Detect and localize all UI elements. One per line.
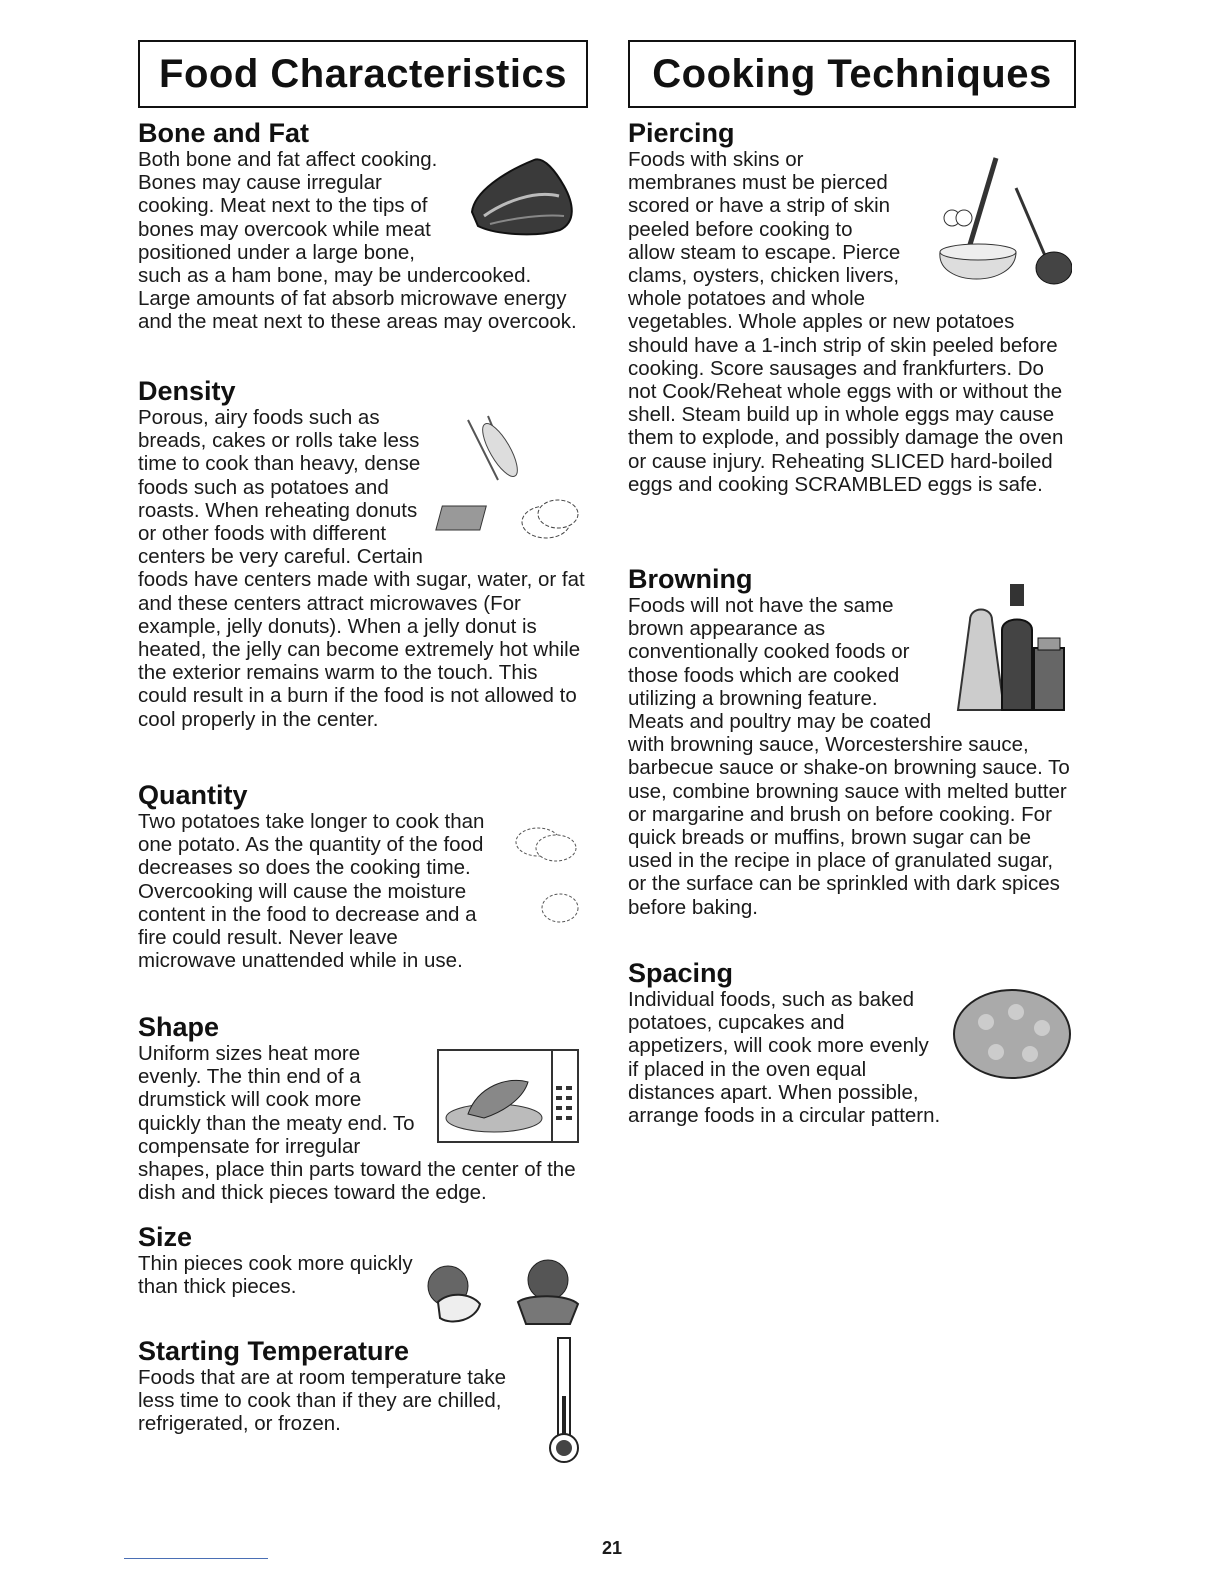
section-body: Thin pieces cook more quickly than thick pieces.	[138, 1252, 413, 1299]
food-characteristics-heading: Food Characteristics	[138, 40, 588, 108]
section-title: Size	[138, 1222, 193, 1252]
section-spacing	[628, 958, 1076, 1127]
section-bone-and-fat	[138, 118, 588, 334]
fork-and-bowl-illustration	[906, 148, 1076, 298]
sauce-bottles-illustration	[940, 580, 1076, 720]
food-pieces-illustration	[418, 1252, 588, 1332]
cooking-techniques-heading: Cooking Techniques	[628, 40, 1076, 108]
section-title: Density	[138, 376, 236, 406]
page-number: 21	[601, 1538, 623, 1558]
section-body: Foods that are at room temperature take less time to cook than if they are chilled, refrigerated, or frozen.	[138, 1366, 507, 1436]
section-body: Porous, airy foods such as breads, cakes or rolls take less time to cook than heavy, dense foods such as potatoes and roasts. When reheating donuts or other foods with different centers be very careful. Certain foods have centers made with sugar, water, or fat and these centers attract microwaves (For example, jelly donuts). When a jelly donut is heated, the jelly can become extremely hot while the exterior remains warm to the touch. This could result in a burn if the food is not allowed to cool properly in the center.	[138, 406, 585, 731]
section-density	[138, 376, 588, 731]
bread-and-donuts-illustration	[428, 410, 588, 550]
section-body: Uniform sizes heat more evenly. The thin end of a drumstick will cook more quickly than the meaty end. To compensate for irregular shapes, place thin parts toward the center of the dish and thick pieces toward the edge.	[138, 1042, 576, 1205]
steak-illustration	[464, 152, 588, 244]
section-quantity	[138, 780, 588, 972]
section-title: Bone and Fat	[138, 118, 310, 148]
footer-rule	[124, 1558, 268, 1559]
food-characteristics-column	[138, 40, 588, 1436]
section-shape	[138, 1012, 588, 1204]
potatoes-illustration	[504, 814, 588, 934]
section-browning	[628, 564, 1076, 919]
section-title: Quantity	[138, 780, 248, 810]
section-title: Browning	[628, 564, 753, 594]
section-body: Two potatoes take longer to cook than one potato. As the quantity of the food decreases so does the cooking time. Overcooking will cause the moisture content in the food to decrease and a fire could result. Never leave microwave unattended while in use.	[138, 810, 485, 973]
microwave-drumstick-illustration	[428, 1046, 588, 1150]
section-title: Starting Temperature	[138, 1336, 410, 1366]
section-body: Foods with skins or membranes must be pierced scored or have a strip of skin peeled before cooking to allow steam to escape. Pierce clams, oysters, chicken livers, whole potatoes and whole vegetables. Whole apples or new potatoes should have a 1-inch strip of skin peeled before cooking. Score sausages and frankfurters. Do not Cook/Reheat whole eggs with or without the shell. Steam build up in whole eggs may cause them to explode, and possibly damage the oven or cause injury. Reheating SLICED hard-boiled eggs and cooking SCRAMBLED eggs is safe.	[628, 148, 1064, 496]
cooking-techniques-column	[628, 40, 1076, 1128]
section-title: Spacing	[628, 958, 734, 988]
section-body: Foods will not have the same brown appearance as conventionally cooked foods or those foods which are cooked utilizing a browning feature. Meats and poultry may be coated with browning sauce, Worcestershire sauce, barbecue sauce or shake-on browning sauce. To use, combine browning sauce with melted butter or margarine and brush on before cooking. For quick breads or muffins, brown sugar can be used in the recipe in place of granulated sugar, or the surface can be sprinkled with dark spices before baking.	[628, 594, 1070, 919]
section-piercing	[628, 118, 1076, 496]
section-body: Individual foods, such as baked potatoes, cupcakes and appetizers, will cook more evenly if placed in the oven equal distances apart. When possible, arrange foods in a circular pattern.	[628, 988, 941, 1128]
thermometer-illustration	[544, 1336, 588, 1466]
section-title: Piercing	[628, 118, 735, 148]
section-title: Shape	[138, 1012, 220, 1042]
section-size	[138, 1222, 588, 1332]
plate-illustration	[946, 988, 1076, 1088]
section-body: Both bone and fat affect cooking. Bones may cause irregular cooking. Meat next to the tips of bones may overcook while meat positioned under a large bone, such as a ham bone, may be undercooked. Large amounts of fat absorb microwave energy and the meat next to these areas may overcook.	[138, 148, 577, 334]
section-starting-temperature	[138, 1336, 588, 1466]
